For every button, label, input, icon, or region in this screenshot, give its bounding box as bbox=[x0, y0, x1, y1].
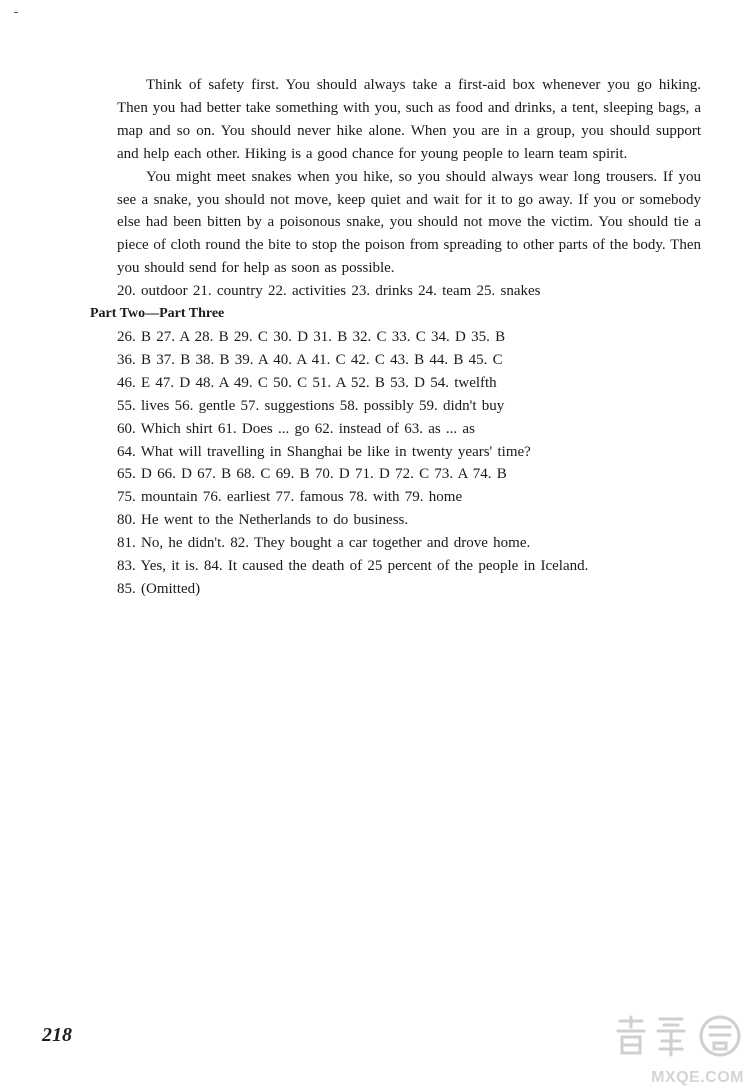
answers-55-59: 55. lives 56. gentle 57. suggestions 58. possibly 59. didn't buy bbox=[117, 397, 505, 414]
answers-75-79: 75. mountain 76. earliest 77. famous 78. with 79. home bbox=[117, 489, 463, 506]
watermark-url: MXQE.COM bbox=[651, 1069, 744, 1086]
scan-mark bbox=[14, 12, 18, 13]
answer-64: 64. What will travelling in Shanghai be like in twenty years' time? bbox=[117, 443, 531, 460]
answer-85: 85. (Omitted) bbox=[117, 580, 201, 597]
paragraph-safety: Think of safety first. You should always take a first-aid box whenever you go hiking. Then you had better take something with you, such as food and drinks, a tent, sleeping bags, a map and so on. You should never hike alone. When you are in a group, you should support and help each other. Hiking is a good chance for young people to learn team spirit. bbox=[117, 77, 701, 162]
page-number: 218 bbox=[42, 1024, 72, 1046]
answers-65-74: 65. D 66. D 67. B 68. C 69. B 70. D 71. D 72. C 73. A 74. B bbox=[117, 466, 507, 483]
answers-26-35: 26. B 27. A 28. B 29. C 30. D 31. B 32. C 33. C 34. D 35. B bbox=[117, 328, 506, 345]
answers-36-45: 36. B 37. B 38. B 39. A 40. A 41. C 42. C 43. B 44. B 45. C bbox=[117, 351, 503, 368]
answers-46-54: 46. E 47. D 48. A 49. C 50. C 51. A 52. B 53. D 54. twelfth bbox=[117, 374, 497, 391]
answers-20-25: 20. outdoor 21. country 22. activities 23. drinks 24. team 25. snakes bbox=[117, 283, 541, 300]
paragraph-snakes: You might meet snakes when you hike, so you should always wear long trousers. If you see a snake, you should not move, keep quiet and wait for it to go away. If you or somebody else had been bitten by a poisonous snake, you should not move the victim. You should tie a piece of cloth round the bite to stop the poison from spreading to other parts of the body. Then you should send for help as soon as possible. bbox=[117, 168, 701, 277]
answers-83-84: 83. Yes, it is. 84. It caused the death of 25 percent of the people in Iceland. bbox=[117, 558, 589, 575]
answer-80: 80. He went to the Netherlands to do business. bbox=[117, 512, 409, 529]
watermark bbox=[612, 1013, 746, 1087]
answers-60-63: 60. Which shirt 61. Does ... go 62. instead of 63. as ... as bbox=[117, 420, 475, 437]
watermark-logo-icon bbox=[612, 1013, 746, 1059]
section-heading: Part Two—Part Three bbox=[90, 306, 225, 322]
answer-key-content bbox=[90, 74, 701, 601]
answers-81-82: 81. No, he didn't. 82. They bought a car together and drove home. bbox=[117, 535, 531, 552]
